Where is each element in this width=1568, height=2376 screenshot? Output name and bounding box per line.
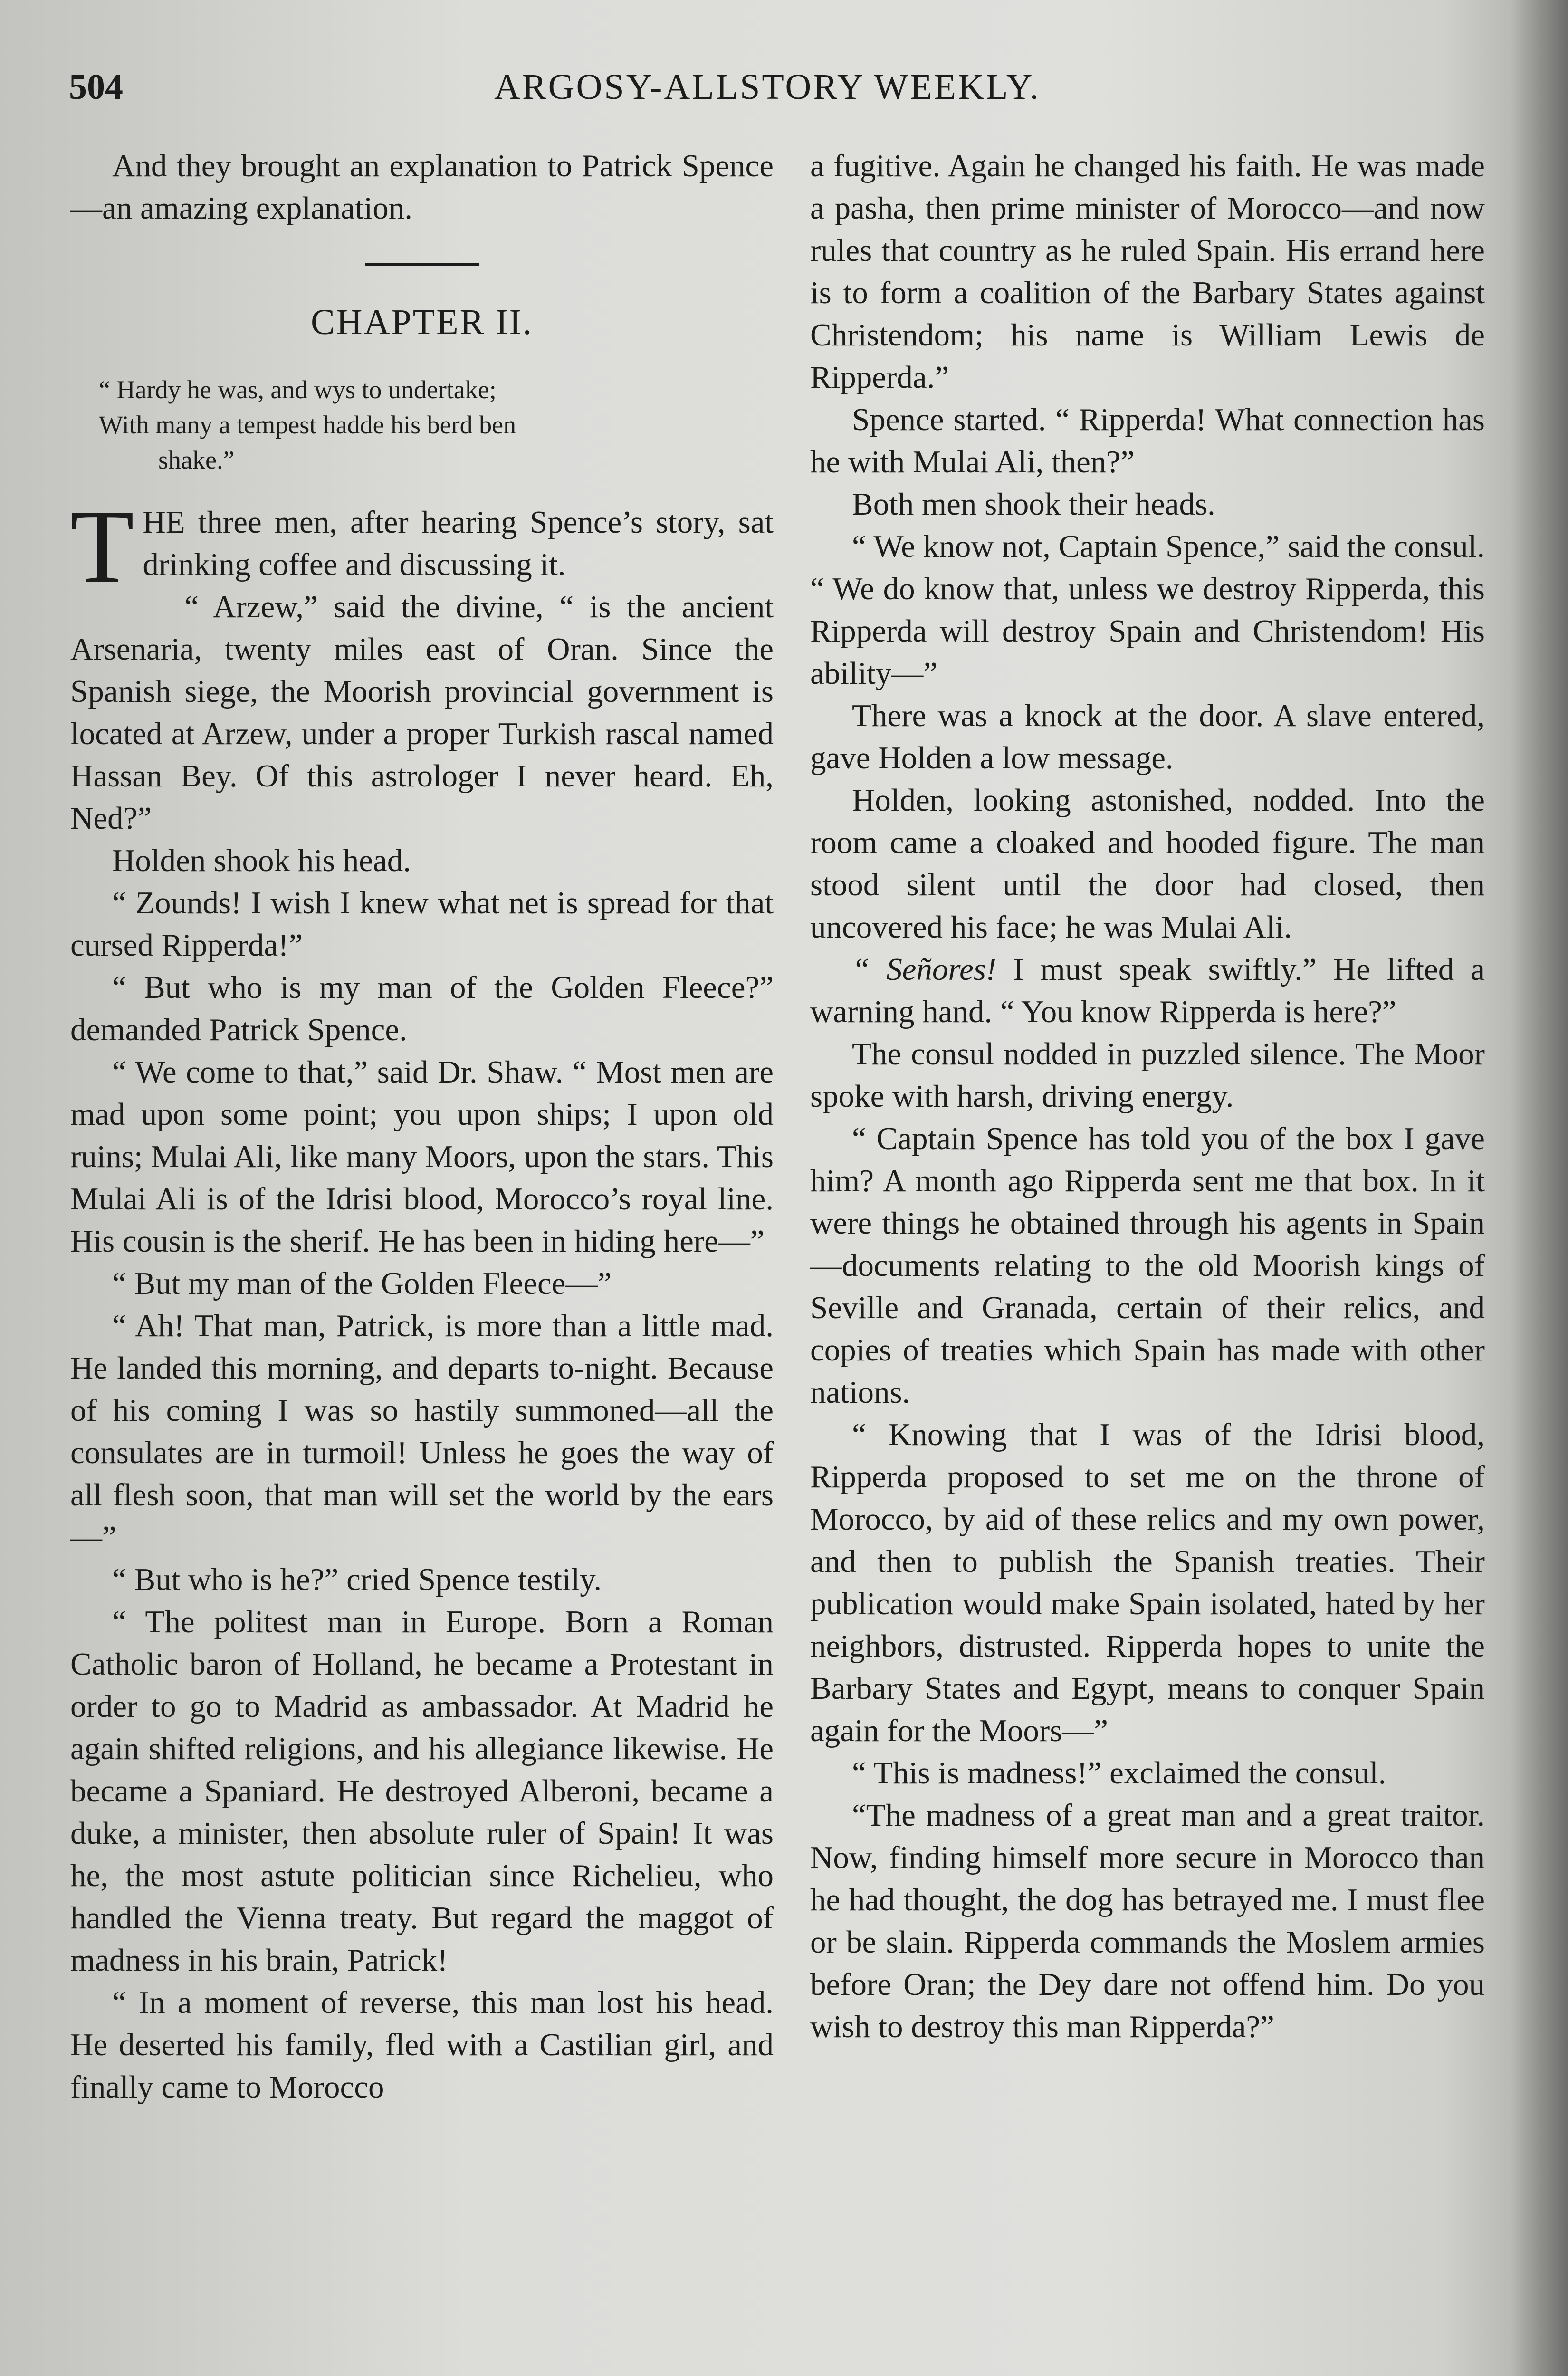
paragraph: Spence started. “ Ripperda! What connection has he with Mulai Ali, then?” <box>810 402 1485 479</box>
right-column <box>810 145 1485 2048</box>
paragraph: Both men shook their heads. <box>852 487 1215 522</box>
chapter-heading: CHAPTER II. <box>311 302 533 342</box>
paragraph: The consul nodded in puzzled silence. The Moor spoke with harsh, driving energy. <box>810 1036 1485 1114</box>
paragraph: “The madness of a great man and a great traitor. Now, finding himself more secure in Morocco than he had thought, the dog has betrayed me. I must flee or be slain. Ripperda commands the Moslem armies before Oran; the Dey dare not offend him. Do you wish to destroy this man Ripperda?” <box>810 1798 1485 2044</box>
paragraph: “ But my man of the Golden Fleece—” <box>112 1266 612 1301</box>
paragraph: “ Ah! That man, Patrick, is more than a little mad. He landed this morning, and departs to-night. Because of his coming I was so hastily summoned—all the consulates are in turmoil! Unless he goes the way of all flesh soon, that man will set the world by the ears—” <box>70 1308 774 1555</box>
paragraph: “ Zounds! I wish I knew what net is spread for that cursed Ripperda!” <box>70 885 774 963</box>
paragraph: Holden shook his head. <box>112 843 411 878</box>
paragraph <box>810 948 1485 1033</box>
paragraph: “ The politest man in Europe. Born a Roman Catholic baron of Holland, he became a Protestant in order to go to Madrid as ambassador. At Madrid he again shifted religions, and his allegiance likewise. He became a Spaniard. He destroyed Alberoni, became a duke, a minister, then absolute ruler of Spain! It was he, the most astute politician since Richelieu, who handled the Vienna treaty. But regard the maggot of madness in his brain, Patrick! <box>70 1604 774 1978</box>
paragraph: “ This is madness!” exclaimed the consul. <box>852 1755 1386 1791</box>
page-header <box>69 67 1494 124</box>
paragraph: a fugitive. Again he changed his faith. He was made a pasha, then prime minister of Morocco—and now rules that country as he ruled Spain. His errand here is to form a coalition of the Barbary States against Christendom; his name is William Lewis de Ripperda.” <box>810 148 1485 395</box>
paragraph: “ But who is he?” cried Spence testily. <box>112 1562 602 1597</box>
opening-text: HE three men, after hearing Spence’s story, sat drinking coffee and discussing it. <box>143 505 774 582</box>
paragraph: “ Arzew,” said the divine, “ is the ancient Arsenaria, twenty miles east of Oran. Since the Spanish siege, the Moorish provincial government is located at Arzew, under a proper Turkish rascal named Hassan Bey. Of this astrologer I never heard. Eh, Ned?” <box>70 589 774 836</box>
paragraph-text: I must speak swiftly.” He lifted a warning hand. “ You know Ripperda is here?” <box>810 952 1485 1029</box>
paragraph: Holden, looking astonished, nodded. Into the room came a cloaked and hooded figure. The man stood silent until the door had closed, then uncovered his face; he was Mulai Ali. <box>810 783 1485 945</box>
epigraph-line: shake.” <box>158 446 235 474</box>
left-column <box>70 145 774 2108</box>
paragraph: “ Knowing that I was of the Idrisi blood, Ripperda proposed to set me on the throne of Morocco, by aid of these relics and my own power, and then to publish the Spanish treaties. Their publication would make Spain isolated, hated by her neighbors, distrusted. Ripperda hopes to unite the Barbary States and Egypt, means to conquer Spain again for the Moors—” <box>810 1417 1485 1748</box>
section-divider <box>365 263 479 266</box>
opening-paragraph <box>70 489 774 604</box>
paragraph: “ But who is my man of the Golden Fleece?” demanded Patrick Spence. <box>70 970 774 1047</box>
drop-cap: T <box>70 489 134 604</box>
spine-shadow <box>1511 0 1568 2376</box>
paragraph: There was a knock at the door. A slave entered, gave Holden a low message. <box>810 698 1485 776</box>
paragraph: “ We come to that,” said Dr. Shaw. “ Most men are mad upon some point; you upon ships; I upon old ruins; Mulai Ali, like many Moors, upon the stars. This Mulai Ali is of the Idrisi blood, Morocco’s royal line. His cousin is the sherif. He has been in hiding here—” <box>70 1054 774 1259</box>
epigraph <box>70 372 774 478</box>
paragraph: “ Captain Spence has told you of the box I gave him? A month ago Ripperda sent me that box. In it were things he obtained through his agents in Spain—documents relating to the old Moorish kings of Seville and Granada, certain of their relics, and copies of treaties which Spain has made with other nations. <box>810 1121 1485 1410</box>
paragraph: “ We know not, Captain Spence,” said the consul. “ We do know that, unless we destroy Ripperda, this Ripperda will destroy Spain and Christendom! His ability—” <box>810 529 1485 691</box>
running-title: ARGOSY-ALLSTORY WEEKLY. <box>494 67 1041 107</box>
page-number: 504 <box>69 67 123 107</box>
epigraph-line: “ Hardy he was, and wys to undertake; <box>99 375 497 404</box>
italic-exclamation: “ Señores! <box>852 952 997 987</box>
epigraph-line: With many a tempest hadde his berd ben <box>99 411 516 439</box>
paragraph: And they brought an explanation to Patrick Spence—an amazing explanation. <box>70 148 774 226</box>
paragraph: “ In a moment of reverse, this man lost his head. He deserted his family, fled with a Castilian girl, and finally came to Morocco <box>70 1985 774 2105</box>
